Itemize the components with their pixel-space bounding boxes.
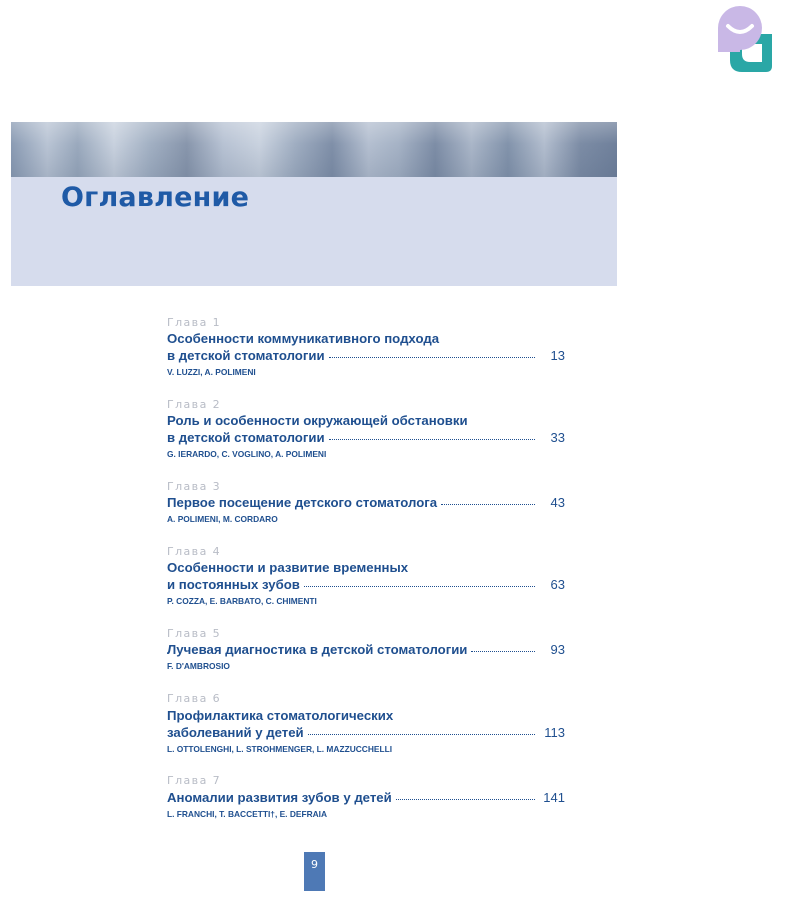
chapter-title-line[interactable] xyxy=(167,560,565,577)
chapter-title-text: Первое посещение детского стоматолога xyxy=(167,495,438,510)
dot-leader xyxy=(304,584,535,587)
page-ref: 63 xyxy=(550,577,565,592)
chapter-label: Глава 6 xyxy=(167,692,221,705)
chapter-title-line[interactable] xyxy=(167,413,565,430)
chapter-title-line[interactable] xyxy=(167,331,565,348)
chapter-title-line[interactable] xyxy=(167,642,565,659)
chapter-authors: L. FRANCHI, T. BACCETTI†, E. DEFRAIA xyxy=(167,809,328,819)
dot-leader xyxy=(308,732,535,735)
chapter-title-text: и постоянных зубов xyxy=(167,577,300,592)
chapter-title-text: Профилактика стоматологических xyxy=(167,708,394,723)
chapter-title-text: Особенности и развитие временных xyxy=(167,560,409,575)
chapter-title-line[interactable] xyxy=(167,348,565,365)
chapter-title-line[interactable] xyxy=(167,725,565,742)
page-ref: 13 xyxy=(550,348,565,363)
chapter-title-text: Аномалии развития зубов у детей xyxy=(167,790,392,805)
chapter-authors: L. OTTOLENGHI, L. STROHMENGER, L. MAZZUCCHELLI xyxy=(167,744,393,754)
page-ref: 113 xyxy=(544,725,565,740)
dot-leader xyxy=(329,355,535,358)
chapter-title-text: в детской стоматологии xyxy=(167,430,325,445)
chapter-authors: V. LUZZI, A. POLIMENI xyxy=(167,367,256,377)
smiley-chat-logo-icon xyxy=(714,4,780,74)
chapter-title-text: заболеваний у детей xyxy=(167,725,304,740)
page-ref: 141 xyxy=(543,790,565,805)
page-ref: 43 xyxy=(550,495,565,510)
page-ref: 33 xyxy=(550,430,565,445)
chapter-title-line[interactable] xyxy=(167,577,565,594)
chapter-title-line[interactable] xyxy=(167,708,565,725)
chapter-title-text: Лучевая диагностика в детской стоматологии xyxy=(167,642,468,657)
banner-photo xyxy=(11,122,617,177)
page-title: Оглавление xyxy=(61,182,250,213)
chapter-title-line[interactable] xyxy=(167,790,565,807)
chapter-label: Глава 2 xyxy=(167,398,221,411)
chapter-label: Глава 3 xyxy=(167,480,221,493)
page-number-tab: 9 xyxy=(304,852,325,891)
chapter-label: Глава 7 xyxy=(167,774,221,787)
dot-leader xyxy=(329,437,535,440)
chapter-title-text: Роль и особенности окружающей обстановки xyxy=(167,413,468,428)
page-ref: 93 xyxy=(550,642,565,657)
chapter-title-text: в детской стоматологии xyxy=(167,348,325,363)
chapter-authors: P. COZZA, E. BARBATO, C. CHIMENTI xyxy=(167,596,317,606)
dot-leader xyxy=(396,797,535,800)
chapter-authors: A. POLIMENI, M. CORDARO xyxy=(167,514,278,524)
chapter-title-line[interactable] xyxy=(167,495,565,512)
chapter-title-line[interactable] xyxy=(167,430,565,447)
chapter-authors: F. D'AMBROSIO xyxy=(167,661,230,671)
chapter-label: Глава 5 xyxy=(167,627,221,640)
header-banner xyxy=(11,122,617,286)
chapter-title-text: Особенности коммуникативного подхода xyxy=(167,331,440,346)
chapter-authors: G. IERARDO, C. VOGLINO, A. POLIMENI xyxy=(167,449,327,459)
chapter-label: Глава 4 xyxy=(167,545,221,558)
dot-leader xyxy=(471,649,535,652)
dot-leader xyxy=(441,502,535,505)
chapter-label: Глава 1 xyxy=(167,316,221,329)
